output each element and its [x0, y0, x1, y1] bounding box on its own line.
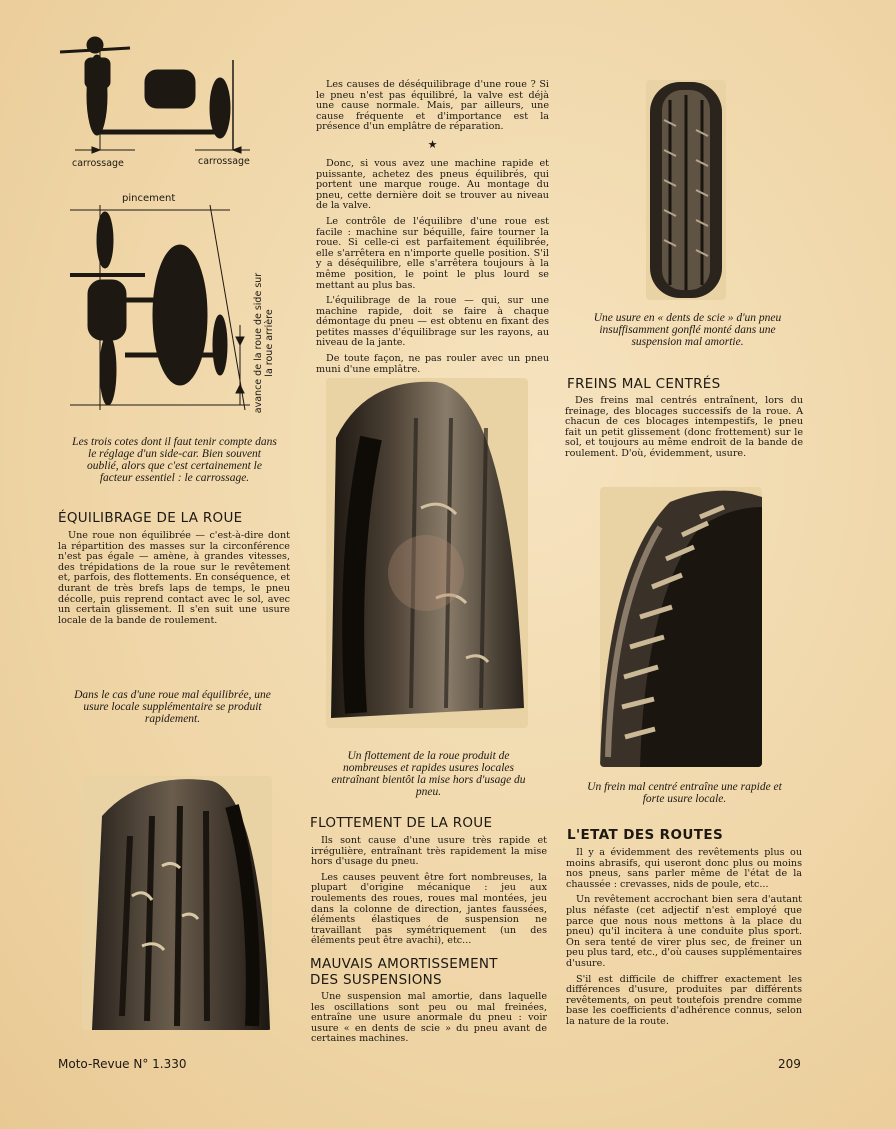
heading-equilibrage: ÉQUILIBRAGE DE LA ROUE — [58, 510, 243, 526]
caption-tire-center: Un flottement de la roue produit de nombreuses et rapides usures locales entraînant bientôt la mise hors d'usage du pneu. — [331, 750, 526, 798]
star-separator: ★ — [427, 137, 438, 151]
tire-photo-top-right — [646, 80, 726, 300]
paragraph-routes-3: S'il est difficile de chiffrer exactement les différences d'usure, produites par différents revêtements, on peut toutefois prendre comme base les coefficients d'adhérence connus, selon la nature de la route. — [566, 973, 802, 1027]
paragraph-amortissement: Une suspension mal amortie, dans laquelle les oscillations sont peu ou mal freinées, entraîne une usure anormale du pneu : voir usure « en dents de scie » du pneu avant de certaines machines. — [311, 991, 547, 1045]
paragraph-flottement-1: Ils sont cause d'une usure très rapide et irrégulière, entraînant très rapidement la mise hors d'usage du pneu. — [311, 835, 547, 868]
paragraph-flottement-2: Les causes peuvent être fort nombreuses, la plupart d'origine mécanique : jeu aux roulements des roues, roues mal montées, jeu dans la colonne de direction, jantes faussées, éléments élastiques de suspension ne travaillant pas symétriquement (un des éléments peut être avachi), etc... — [311, 871, 547, 947]
paragraph-pneus-equilibres: Donc, si vous avez une machine rapide et puissante, achetez des pneus équilibrés, qui portent une marque rouge. Au montage du pneu, cette dernière doit se trouver au niveau de la valve. — [316, 157, 549, 212]
column2-top-text — [316, 80, 549, 380]
sidecar-front-icon — [60, 37, 250, 153]
caption-diagram: Les trois cotes dont il faut tenir compte dans le réglage d'un side-car. Bien souvent oublié, alors que c'est certainement le facteur essentiel : le carrossage. — [72, 436, 277, 484]
caption-tire-left: Dans le cas d'une roue mal équilibrée, une usure locale supplémentaire se produit rapidement. — [74, 689, 271, 725]
heading-amortissement-line2: DES SUSPENSIONS — [310, 972, 442, 988]
diagram-label-carrossage-left: carrossage — [72, 158, 124, 169]
routes-text — [566, 848, 802, 1033]
sidecar-top-diagram — [60, 195, 260, 420]
paragraph-routes-1: Il y a évidemment des revêtements plus ou moins abrasifs, qui useront donc plus ou moins nos pneus, sans parler même de l'état de la chaussée : crevasses, nids de poule, etc... — [566, 847, 802, 890]
tire-photo-left — [82, 776, 272, 1030]
heading-flottement: FLOTTEMENT DE LA ROUE — [310, 815, 493, 831]
paragraph-emplatre: De toute façon, ne pas rouler avec un pneu muni d'une emplâtre. — [316, 353, 549, 375]
diagram-label-avance: avance de la roue de side sur la roue arrière — [253, 272, 275, 414]
paragraph-freins: Des freins mal centrés entraînent, lors du freinage, des blocages successifs de la roue. A chacun de ces blocages intempestifs, le pneu fait un petit glissement (donc frottement) sur le sol, et toujours au même endroit de la bande de roulement. D'où, évidemment, usure. — [565, 395, 803, 459]
footer-magazine: Moto-Revue N° 1.330 — [58, 1057, 187, 1071]
heading-amortissement — [310, 956, 498, 988]
sidecar-front-diagram — [55, 30, 255, 175]
paragraph-equilibrage-roue: L'équilibrage de la roue — qui, sur une machine rapide, doit se faire à chaque démontage du pneu — est obtenu en fixant des petites masses d'équilibrage sur les rayons, au niveau de la jante. — [316, 295, 549, 349]
heading-freins: FREINS MAL CENTRÉS — [567, 376, 721, 392]
diagram-label-pincement: pincement — [122, 193, 176, 204]
footer-page-number: 209 — [778, 1057, 801, 1071]
paragraph-routes-2: Un revêtement accrochant bien sera d'autant plus néfaste (cet adjectif n'est employé que parce que nous nous mettons à la place du pneu) qu'il incitera à une conduite plus sport. On sera tenté de virer plus sec, de freiner un peu plus tard, etc., d'où causes supplémentaires d'usure. — [566, 894, 802, 969]
flottement-text — [311, 836, 547, 952]
caption-tire-top-right: Une usure en « dents de scie » d'un pneu insuffisamment gonflé monté dans une suspension mal amortie. — [593, 312, 782, 348]
paragraph-equilibrage-1: Une roue non équilibrée — c'est-à-dire dont la répartition des masses sur la circonférence n'est pas égale — amène, à grandes vitesses, des trépidations de la roue sur le revêtement et, parfois, des flottements. En conséquence, et durant de très brefs laps de temps, le pneu décolle, puis reprend contact avec le sol, avec un certain glissement. Il s'en suit une usure locale de la bande de roulement. — [58, 530, 290, 626]
paragraph-causes: Les causes de déséquilibrage d'une roue ? Si le pneu n'est pas équilibré, la valve est déjà une cause normale. Mais, par ailleurs, une cause fréquente et d'importance est la présence d'un emplâtre de réparation. — [316, 79, 549, 133]
diagram-label-carrossage-right: carrossage — [198, 156, 250, 167]
heading-routes: L'ETAT DES ROUTES — [567, 827, 724, 843]
paragraph-controle: Le contrôle de l'équilibre d'une roue est facile : machine sur béquille, faire tourner la roue. Si celle-ci est parfaitement équilibrée, elle s'arrêtera en n'importe quelle position. S'il y a déséquilibre, elle s'arrêtera toujours à la même position, le point le plus lourd se mettant au plus bas. — [316, 215, 549, 291]
sidecar-top-icon — [70, 205, 250, 410]
tire-photo-center — [326, 378, 528, 728]
tire-photo-right — [600, 487, 762, 767]
caption-tire-right: Un frein mal centré entraîne une rapide et forte usure locale. — [587, 781, 782, 805]
heading-amortissement-line1: MAUVAIS AMORTISSEMENT — [310, 956, 498, 972]
